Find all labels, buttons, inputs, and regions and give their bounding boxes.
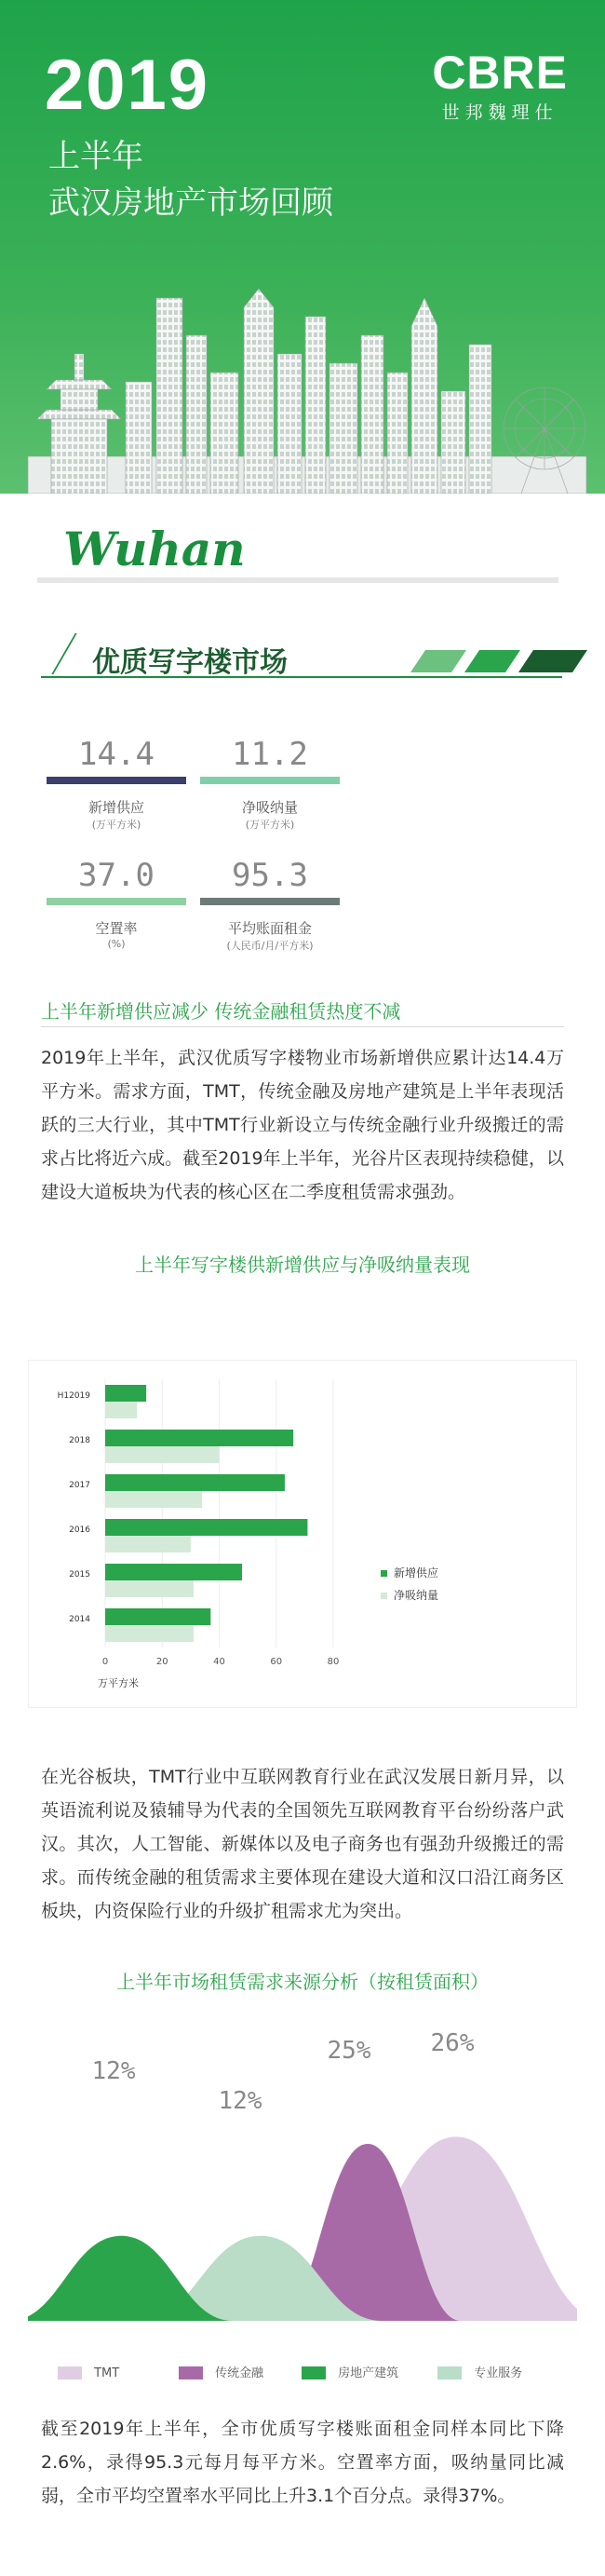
kpi-value: 14.4 [78,736,155,773]
cbre-logo-cn: 世邦魏理仕 [441,102,558,123]
legend-swatch [381,1593,387,1599]
legend-swatch [302,2366,326,2379]
supply-absorption-chart [28,1360,577,1708]
kpi-bar [200,777,340,784]
data-label: 12% [218,2087,262,2115]
legend-item-tmt [58,2363,119,2380]
category-label: 2016 [69,1525,90,1535]
x-tick-label: 80 [327,1657,340,1667]
category-label: 2015 [69,1570,90,1579]
subhead-supply: 上半年新增供应减少 传统金融租赁热度不减 [41,1000,401,1023]
bar [105,1625,194,1642]
bar [105,1536,191,1552]
x-tick-label: 60 [270,1657,283,1667]
legend-label: 房地产建筑 [338,2366,399,2380]
bar [105,1385,146,1402]
wuhan-skyline-illustration [0,279,605,494]
kpi-label: 空置率 [95,920,138,937]
kpi-unit: (%) [107,938,126,950]
bar [105,1580,194,1597]
report-subtitle-period: 上半年 [48,138,143,175]
category-label: 2017 [69,1481,90,1490]
section-title: 优质写字楼市场 [92,646,288,679]
data-label: 12% [91,2057,136,2085]
category-label: H12019 [57,1391,90,1401]
kpi-value: 37.0 [78,857,155,894]
legend-swatch [179,2366,203,2379]
data-label: 26% [430,2030,475,2057]
bar [105,1564,242,1580]
demand-source-chart [28,2030,577,2338]
paragraph-rent-vacancy: 截至2019年上半年，全市优质写字楼账面租金同样本同比下降2.6%，录得95.3元每月每平方米。空置率方面，吸纳量同比减弱，全市平均空置率水平同比上升3.1个百分点。录得37%。 [41,2419,564,2506]
chart2-title: 上半年市场租赁需求来源分析（按租赁面积） [116,1971,489,1993]
bar [105,1430,293,1446]
kpi-net-absorption [200,736,340,832]
kpi-bar [47,898,186,905]
bar [105,1474,285,1491]
kpi-bar [200,898,340,905]
legend-item-real-estate [302,2363,398,2380]
x-tick-label: 0 [101,1657,109,1667]
kpi-unit: (万平方米) [245,819,295,831]
bar [105,1519,307,1536]
kpi-new-supply [47,736,186,832]
legend-swatch [58,2366,82,2379]
kpi-value: 11.2 [232,736,308,773]
legend-label: 净吸纳量 [394,1589,439,1602]
paragraph-optics-valley: 在光谷板块，TMT行业中互联网教育行业在武汉发展日新月异，以英语流利说及猿辅导为代表的全国领先互联网教育平台纷纷落户武汉。其次，人工智能、新媒体以及电子商务也有强劲升级搬迁的需求。而传统金融的租赁需求主要体现在建设大道和汉口沿江商务区板块，内资保险行业的升级扩租需求尤为突出。 [41,1767,564,1921]
kpi-bar [47,777,186,784]
legend-swatch [437,2366,462,2379]
legend-label: TMT [94,2366,120,2380]
kpi-label: 净吸纳量 [241,799,298,816]
kpi-unit: (人民币/月/平方米) [226,940,314,952]
subhead-divider [41,1026,564,1027]
section-header [41,626,590,682]
city-name: Wuhan [63,522,246,576]
city-banner-underline [37,577,558,583]
paragraph-supply-demand: 2019年上半年，武汉优质写字楼物业市场新增供应累计达14.4万平方米。需求方面，TMT，传统金融及房地产建筑是上半年表现活跃的三大行业，其中TMT行业新设立与传统金融行业升级搬迁的需求占比将近六成。截至2019年上半年，光谷片区表现持续稳健，以建设大道板块为代表的核心区在二季度租赁需求强劲。 [41,1048,564,1202]
report-year: 2019 [45,46,210,125]
kpi-value: 95.3 [232,857,308,894]
kpi-label: 新增供应 [87,799,144,816]
category-label: 2014 [69,1615,90,1624]
chart1-title: 上半年写字楼供新增供应与净吸纳量表现 [135,1254,470,1276]
kpi-unit: (万平方米) [91,819,141,831]
legend-item-professional [437,2363,522,2380]
demand-source-legend [58,2363,551,2381]
category-label: 2018 [69,1436,90,1445]
cbre-logo [432,48,568,124]
cbre-logo-mark: CBRE [432,47,568,99]
legend-swatch [381,1570,387,1577]
kpi-avg-rent [200,857,340,953]
x-tick-label: 20 [155,1657,168,1667]
report-subtitle-title: 武汉房地产市场回顾 [48,184,333,222]
bar [105,1446,220,1463]
section-parallelogram-decoration [409,648,595,674]
supply-absorption-chart-svg [29,1361,576,1707]
kpi-vacancy-rate [47,857,186,950]
x-axis-label: 万平方米 [98,1677,139,1689]
legend-item-finance [179,2363,263,2380]
legend-label: 传统金融 [215,2366,264,2380]
legend-label: 专业服务 [474,2366,523,2380]
bar [105,1608,210,1625]
section-header-tick [51,633,84,674]
data-label: 25% [327,2037,371,2065]
x-tick-label: 40 [213,1657,225,1667]
header-banner [0,0,605,494]
city-banner [37,522,558,587]
bar [105,1491,202,1508]
kpi-label: 平均账面租金 [227,920,312,937]
legend-label: 新增供应 [394,1566,439,1579]
bar [105,1402,137,1418]
